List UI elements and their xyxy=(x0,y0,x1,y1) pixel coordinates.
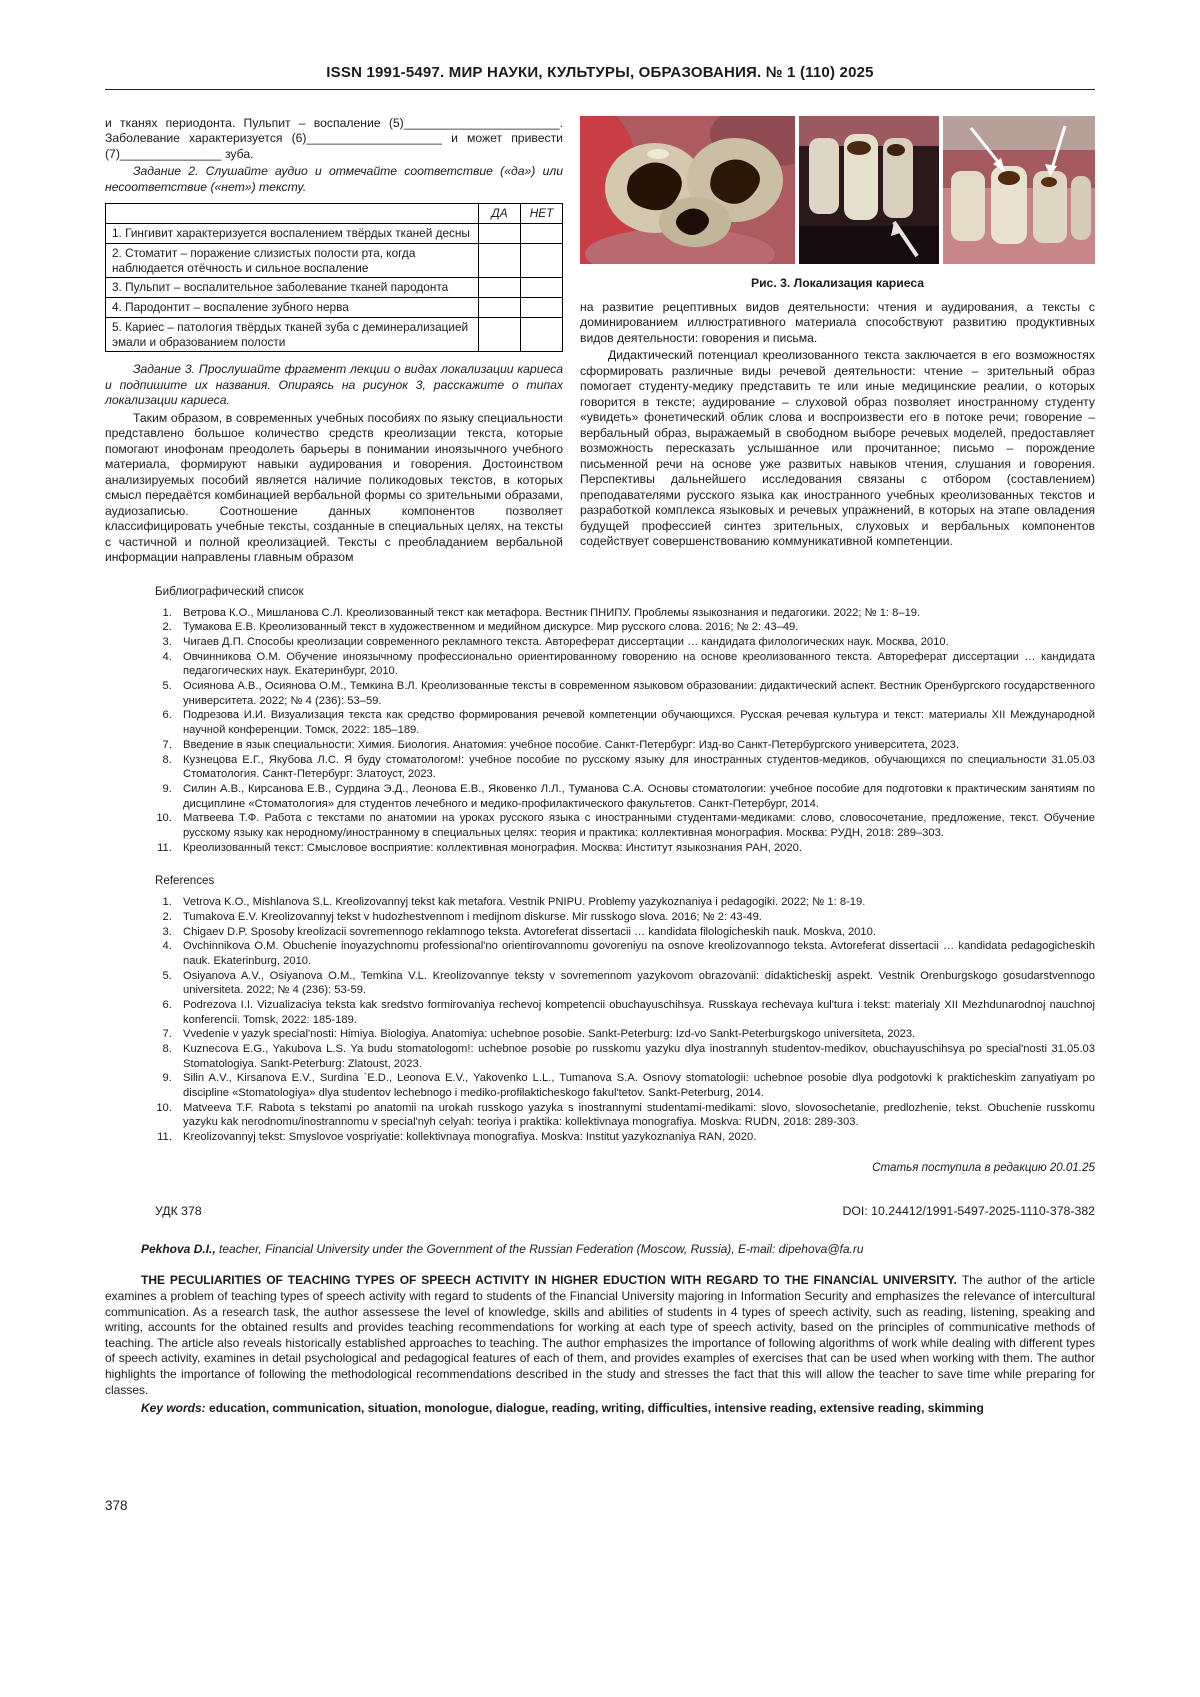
caries-photo-occlusal xyxy=(580,116,795,264)
abstract-text: The author of the article examines a problem of teaching types of speech activity with regard to students of the Financial University majoring in Information Security and emphasizes the relevance of intercultural communication. As a research task, the author assessese the level of knowledge, skills and abilities of students in 4 types of speech activity, such as reading, listening, speaking and writing, accounts for the obtained results and provides teaching recommendations for working at each type of speech activity, based on the principles of communicative methods of teaching. The article also reveals historically established approaches to teaching. The author emphasizes the importance of following algorithms of work while dealing with different types of speech activity, examines in detail psychological and pedagogical features of each of them, and provides examples of exercises that can be used when working with them. The author highlights the importance of following the methodological recommendations described in the study and stresses the fact that this will allow the teacher to save time while preparing for classes. xyxy=(105,1273,1095,1397)
keywords-text: education, communication, situation, monologue, dialogue, reading, writing, difficulties, intensive reading, extensive reading, skimming xyxy=(209,1401,984,1416)
abstract-title: THE PECULIARITIES OF TEACHING TYPES OF SPEECH ACTIVITY IN HIGHER EDUCTION WITH REGARD TO THE FINANCIAL UNIVERSITY. xyxy=(141,1273,962,1288)
task-2-text: Задание 2. Слушайте аудио и отмечайте соответствие («да») или несоответствие («нет») тексту. xyxy=(105,164,563,194)
table-row xyxy=(106,243,563,277)
empty-header-cell xyxy=(106,204,479,224)
reference-item: 11. Kreolizovannyj tekst: Smyslovoe vospriyatie: kollektivnaya monografiya. Moskva: Institut yazykoznaniya RAN, 2020. xyxy=(175,1130,1095,1145)
header-rule xyxy=(105,89,1095,90)
table-header-row xyxy=(106,204,563,224)
caries-photo-front xyxy=(799,116,939,264)
udk-doi-row xyxy=(105,1204,1095,1218)
yes-no-table xyxy=(105,203,563,352)
no-answer-cell xyxy=(521,243,563,277)
bibliography-item: 8. Кузнецова Е.Г., Якубова Л.С. Я буду стоматологом!: учебное пособие по русскому языку для иностранных студентов-медиков, обучающихся по специальности 31.05.03 Стоматология. Санкт-Петербург: Златоуст, 2023. xyxy=(175,753,1095,782)
bibliography-item: 5. Осиянова А.В., Осиянова О.М., Темкина В.Л. Креолизованные тексты в современном языковом образовании: дидактический аспект. Вестник Оренбургского государственного университета. 2022; № 4 (236): 53–59. xyxy=(175,679,1095,708)
table-row xyxy=(106,298,563,318)
abstract xyxy=(105,1273,1095,1398)
bibliography-item: 9. Силин А.В., Кирсанова Е.В., Сурдина Э.Д., Леонова Е.В., Яковенко Л.Л., Туманова С.А. Основы стоматологии: учебное пособие для подготовки к практическим занятиям по дисциплине «Стоматология» для студентов лечебного и медико-профилактического факультетов. Санкт-Петербург, 2014. xyxy=(175,782,1095,811)
reference-item: 6. Podrezova I.I. Vizualizaciya teksta kak sredstvo formirovaniya rechevoj kompetencii obuchayuschihsya. Russkaya rechevaya kul'tura i tekst: materialy XII Mezhdunarodnoj nauchnoj konferencii. Tomsk, 2022: 185-189. xyxy=(175,998,1095,1027)
yes-answer-cell xyxy=(479,298,521,318)
bibliography-item: 2. Тумакова Е.В. Креолизованный текст в художественном и медийном дискурсе. Мир русского слова. 2016; № 2: 43–49. xyxy=(175,620,1095,635)
received-date: Статья поступила в редакцию 20.01.25 xyxy=(872,1160,1095,1174)
references-list xyxy=(105,895,1095,1144)
left-column xyxy=(105,116,563,566)
bibliography-item: 6. Подрезова И.И. Визуализация текста как средство формирования речевой компетенции обучающихся. Русская речевая культура и текст: материалы XII Международной научной конференции. Томск, 2022: 185–189. xyxy=(175,708,1095,737)
keywords-line xyxy=(105,1401,1095,1415)
page-number: 378 xyxy=(105,1498,128,1513)
fill-in-paragraph: и тканях периодонта. Пульпит – воспаление (5)_______________________. Заболевание характеризуется (6)____________________ и может привести (7)_______________ зуба. xyxy=(105,116,563,161)
yes-column-header: ДА xyxy=(479,204,521,224)
table-row xyxy=(106,317,563,351)
reference-item: 8. Kuznecova E.G., Yakubova L.S. Ya budu stomatologom!: uchebnoe posobie po russkomu yazyku dlya inostrannyh studentov-medikov, obuchayuschihsya po special'nosti 31.05.03 Stomatologiya. Sankt-Peterburg: Zlatoust, 2023. xyxy=(175,1042,1095,1071)
task-3-text: Задание 3. Прослушайте фрагмент лекции о видах локализации кариеса и подпишите их названия. Опираясь на рисунок 3, расскажите о типах локализации кариеса. xyxy=(105,362,563,408)
bibliography-section xyxy=(105,584,1095,856)
caries-photo-arrows xyxy=(943,116,1095,264)
reference-item: 4. Ovchinnikova O.M. Obuchenie inoyazychnomu professional'no orientirovannomu govoreniyu na osnove kreolizovannogo teksta. Avtoreferat dissertacii … kandidata pedagogicheskih nauk. Ekaterinburg, 2010. xyxy=(175,939,1095,968)
yes-answer-cell xyxy=(479,317,521,351)
left-conclusion-paragraph: Таким образом, в современных учебных пособиях по языку специальности представлено большое количество средств креолизации текста, которые помогают инофонам преодолеть барьеры в понимании иноязычного учебного материала, формируют навыки аудирования и говорения. Достоинством анализируемых пособий является наличие поликодовых текстов, в которых смысл передаётся комбинацией вербальной формы со зрительными образами, аудиозаписью. Соотношение данных компонентов позволяет классифицировать учебные тексты, созданные в специальных целях, на тексты с частичной и полной креолизацией. Тексты с преобладанием вербальной информации направлены главным образом xyxy=(105,410,563,565)
table-row xyxy=(106,278,563,298)
statement-cell: 4. Пародонтит – воспаление зубного нерва xyxy=(106,298,479,318)
no-answer-cell xyxy=(521,317,563,351)
reference-item: 5. Osiyanova A.V., Osiyanova O.M., Temkina V.L. Kreolizovannye teksty v sovremennom yazykovom obrazovanii: didakticheskij aspekt. Vestnik Orenburgskogo gosudarstvennogo universiteta. 2022; № 4 (236): 53-59. xyxy=(175,969,1095,998)
reference-item: 9. Silin A.V., Kirsanova E.V., Surdina `E.D., Leonova E.V., Yakovenko L.L., Tumanova S.A. Osnovy stomatologii: uchebnoe posobie dlya podgotovki k prakticheskim zanyatiyam po discipline «Stomatologiya» dlya studentov lechebnogo i mediko-profilakticheskogo fakul'tetov. Sankt-Peterburg, 2014. xyxy=(175,1071,1095,1100)
statement-cell: 1. Гингивит характеризуется воспалением твёрдых тканей десны xyxy=(106,224,479,244)
bibliography-list xyxy=(105,606,1095,855)
running-head: ISSN 1991-5497. МИР НАУКИ, КУЛЬТУРЫ, ОБРАЗОВАНИЯ. № 1 (110) 2025 xyxy=(326,64,874,81)
author-name: Pekhova D.I., xyxy=(141,1241,216,1256)
reference-item: 2. Tumakova E.V. Kreolizovannyj tekst v hudozhestvennom i medijnom diskurse. Mir russkogo slova. 2016; № 2: 43-49. xyxy=(175,910,1095,925)
statement-cell: 5. Кариес – патология твёрдых тканей зуба с деминерализацией эмали и образованием полости xyxy=(106,317,479,351)
statement-cell: 3. Пульпит – воспалительное заболевание тканей пародонта xyxy=(106,278,479,298)
bibliography-item: 10. Матвеева Т.Ф. Работа с текстами по анатомии на уроках русского языка с иностранными студентами-медиками: слово, словосочетание, предложение, текст. Обучение русскому языку как неродному/иностранному в специальных целях: теория и практика: коллективная монография. Москва: РУДН, 2018: 289–303. xyxy=(175,811,1095,840)
keywords-label: Key words: xyxy=(141,1401,210,1416)
no-column-header: НЕТ xyxy=(521,204,563,224)
references-section xyxy=(105,873,1095,1145)
yes-answer-cell xyxy=(479,278,521,298)
right-paragraph-2: Дидактический потенциал креолизованного текста заключается в его возможностях сформировать различные виды речевой деятельности: чтение – зрительный образ помогает студенту-медику представить те или иные медицинские реалии, о которых говорится в тексте; аудирование – слуховой образ позволяет иностранному студенту «увидеть» фонетический облик слова и воспроизвести его в потоке речи; говорение – вербальный образ, выражаемый в свободном выборе речевых моделей, предоставляет возможность пересказать услышанное или прочитанное; письмо – порождение письменной речи на основе уже развитых навыков чтения, слушания и говорения. Перспективы дальнейшего исследования связаны с отбором (составлением) преподавателями русского языка как иностранного учебных креолизованных текстов и разработкой комплекса языковых и речевых упражнений, в которых на этапе овладения будущей профессией синтез зрительных, слуховых и вербальных компонентов содействует совершенствованию коммуникативной компетенции. xyxy=(580,348,1095,549)
right-column xyxy=(580,116,1095,566)
udk-code: УДК 378 xyxy=(155,1203,202,1218)
bibliography-item: 4. Овчинникова О.М. Обучение иноязычному профессионально ориентированному говорению на основе креолизованного текста. Автореферат диссертации … кандидата педагогических наук. Екатеринбург, 2010. xyxy=(175,650,1095,679)
no-answer-cell xyxy=(521,278,563,298)
author-line xyxy=(105,1242,1095,1258)
no-answer-cell xyxy=(521,298,563,318)
doi-code: DOI: 10.24412/1991-5497-2025-1110-378-382 xyxy=(842,1203,1095,1218)
reference-item: 1. Vetrova K.O., Mishlanova S.L. Kreolizovannyj tekst kak metafora. Vestnik PNIPU. Problemy yazykoznaniya i pedagogiki. 2022; № 1: 8-19. xyxy=(175,895,1095,910)
references-title: References xyxy=(155,874,215,888)
no-answer-cell xyxy=(521,224,563,244)
statement-cell: 2. Стоматит – поражение слизистых полости рта, когда наблюдается отёчность и сильное воспаление xyxy=(106,243,479,277)
figure-3-photos xyxy=(580,116,1095,264)
reference-item: 3. Chigaev D.P. Sposoby kreolizacii sovremennogo reklamnogo teksta. Avtoreferat dissertacii … kandidata filologicheskih nauk. Moskva, 2010. xyxy=(175,925,1095,940)
author-affiliation: teacher, Financial University under the Government of the Russian Federation (Moscow, Russia), E-mail: dipehova@fa.ru xyxy=(215,1241,864,1256)
reference-item: 7. Vvedenie v yazyk special'nosti: Himiya. Biologiya. Anatomiya: uchebnoe posobie. Sankt-Peterburg: Izd-vo Sankt-Peterburgskogo universiteta, 2023. xyxy=(175,1027,1095,1042)
bibliography-item: 11. Креолизованный текст: Смысловое восприятие: коллективная монография. Москва: Институт языкознания РАН, 2020. xyxy=(175,841,1095,856)
bibliography-title: Библиографический список xyxy=(155,584,304,598)
bibliography-item: 3. Чигаев Д.П. Способы креолизации современного рекламного текста. Автореферат диссертации … кандидата филологических наук. Москва, 2010. xyxy=(175,635,1095,650)
yes-answer-cell xyxy=(479,224,521,244)
figure-caption: Рис. 3. Локализация кариеса xyxy=(750,276,925,290)
right-paragraph-1: на развитие рецептивных видов деятельности: чтения и аудирования, а тексты с доминированием иллюстративного материала способствуют развитию продуктивных видов деятельности: говорения и письма. xyxy=(580,300,1095,345)
two-column-body xyxy=(105,116,1095,566)
reference-item: 10. Matveeva T.F. Rabota s tekstami po anatomii na urokah russkogo yazyka s inostrannymi studentami-medikami: slovo, slovosochetanie, predlozhenie, tekst. Obuchenie russkomu yazyku kak nerodnomu/inostrannomu v special'nyh celyah: teoriya i praktika: kollektivnaya monografiya. Moskva: RUDN, 2018: 289-303. xyxy=(175,1101,1095,1130)
table-row xyxy=(106,224,563,244)
bibliography-item: 7. Введение в язык специальности: Химия. Биология. Анатомия: учебное пособие. Санкт-Петербург: Изд-во Санкт-Петербургского университета, 2023. xyxy=(175,738,1095,753)
bibliography-item: 1. Ветрова К.О., Мишланова С.Л. Креолизованный текст как метафора. Вестник ПНИПУ. Проблемы языкознания и педагогики. 2022; № 1: 8–19. xyxy=(175,606,1095,621)
yes-answer-cell xyxy=(479,243,521,277)
